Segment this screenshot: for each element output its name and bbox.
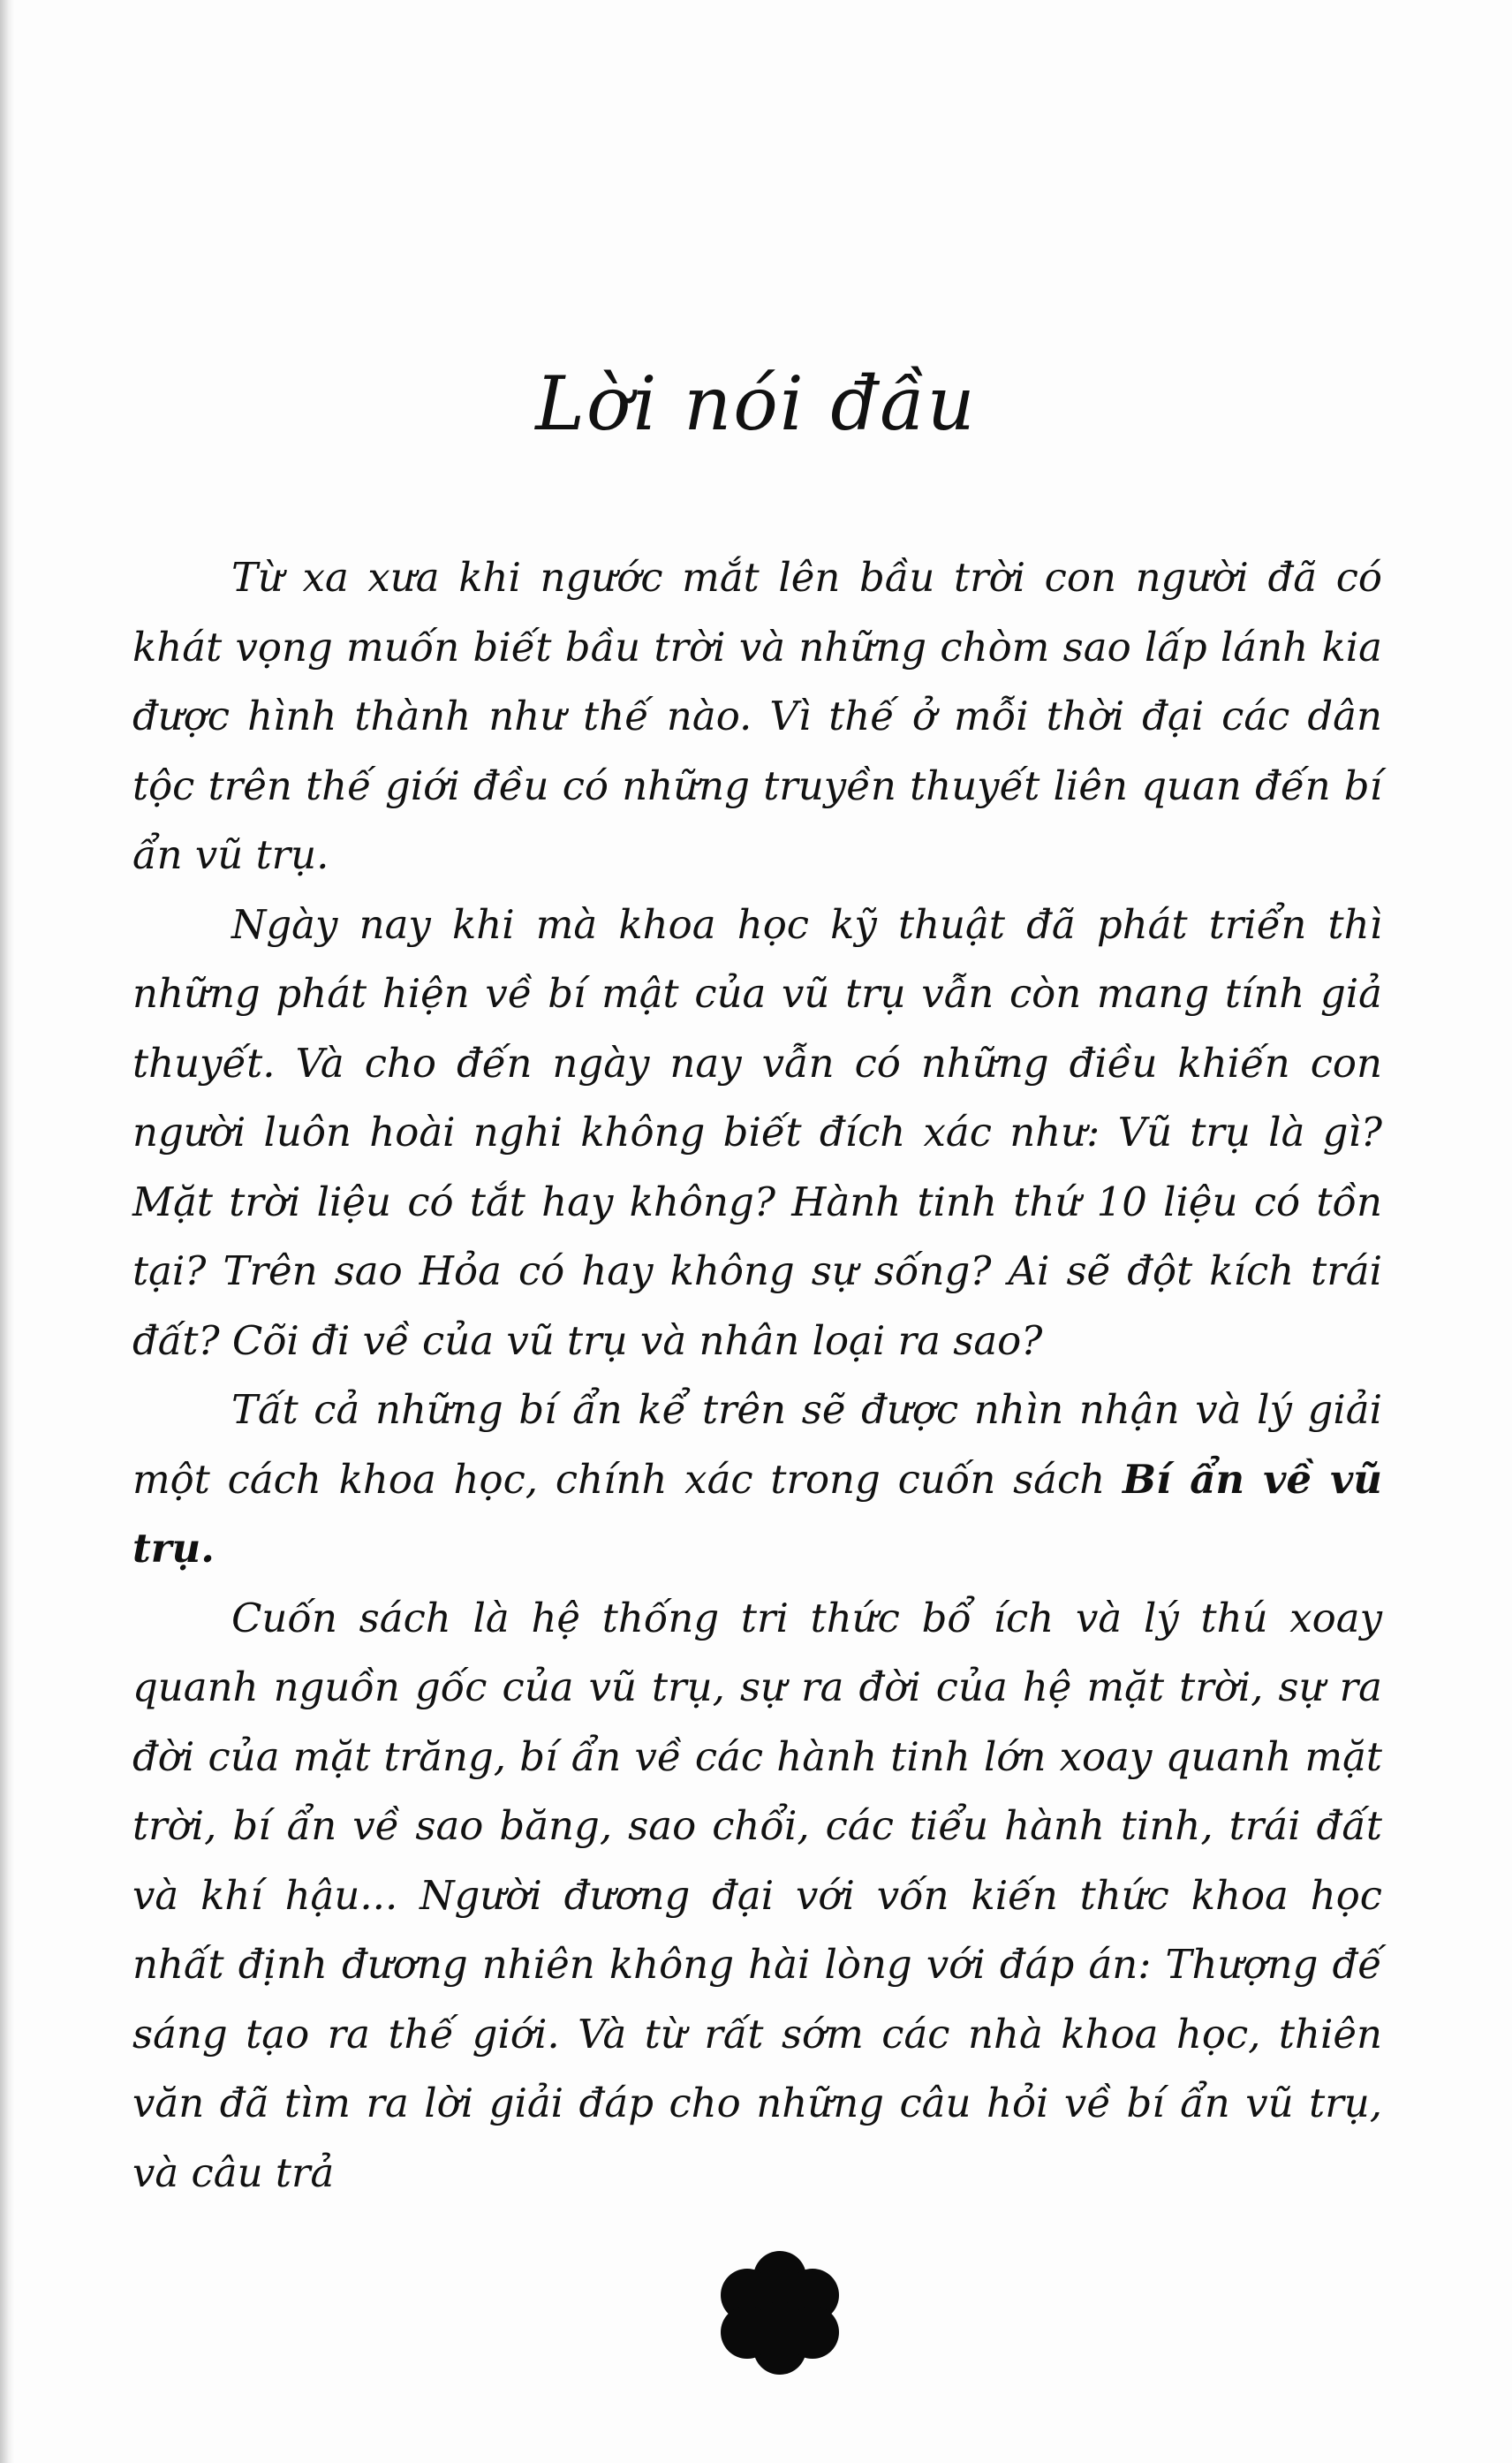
paragraph-3	[132, 1375, 1382, 1584]
paragraph-4: Cuốn sách là hệ thống tri thức bổ ích và lý thú xoay quanh nguồn gốc của vũ trụ, sự ra đời của hệ mặt trời, sự ra đời của mặt trăng, bí ẩn về các hành tinh lớn xoay quanh mặt trời, bí ẩn về sao băng, sao chổi, các tiểu hành tinh, trái đất và khí hậu... Người đương đại với vốn kiến thức khoa học nhất định đương nhiên không hài lòng với đáp án: Thượng đế sáng tạo ra thế giới. Và từ rất sớm các nhà khoa học, thiên văn đã tìm ra lời giải đáp cho những câu hỏi về bí ẩn vũ trụ, và câu trả	[132, 1594, 1382, 2196]
page-heading: Lời nói đầu	[535, 360, 977, 447]
body-text	[132, 543, 1382, 2208]
book-title: Bí ẩn về vũ trụ	[132, 1455, 1382, 1572]
paragraph-2: Ngày nay khi mà khoa học kỹ thuật đã phát triển thì những phát hiện về bí mật của vũ trụ vẫn còn mang tính giả thuyết. Và cho đến ngày nay vẫn có những điều khiến con người luôn hoài nghi không biết đích xác như: Vũ trụ là gì? Mặt trời liệu có tắt hay không? Hành tinh thứ 10 liệu có tồn tại? Trên sao Hỏa có hay không sự sống? Ai sẽ đột kích trái đất? Cõi đi về của vũ trụ và nhân loại ra sao?	[132, 900, 1382, 1364]
book-title-period: .	[200, 1525, 215, 1572]
paragraph-3-text: Tất cả những bí ẩn kể trên sẽ được nhìn nhận và lý giải một cách khoa học, chính xác trong cuốn sách	[132, 1386, 1382, 1503]
flower-ornament-icon	[714, 2251, 846, 2375]
paragraph-1: Từ xa xưa khi ngước mắt lên bầu trời con người đã có khát vọng muốn biết bầu trời và những chòm sao lấp lánh kia được hình thành như thế nào. Vì thế ở mỗi thời đại các dân tộc trên thế giới đều có những truyền thuyết liên quan đến bí ẩn vũ trụ.	[132, 554, 1382, 878]
